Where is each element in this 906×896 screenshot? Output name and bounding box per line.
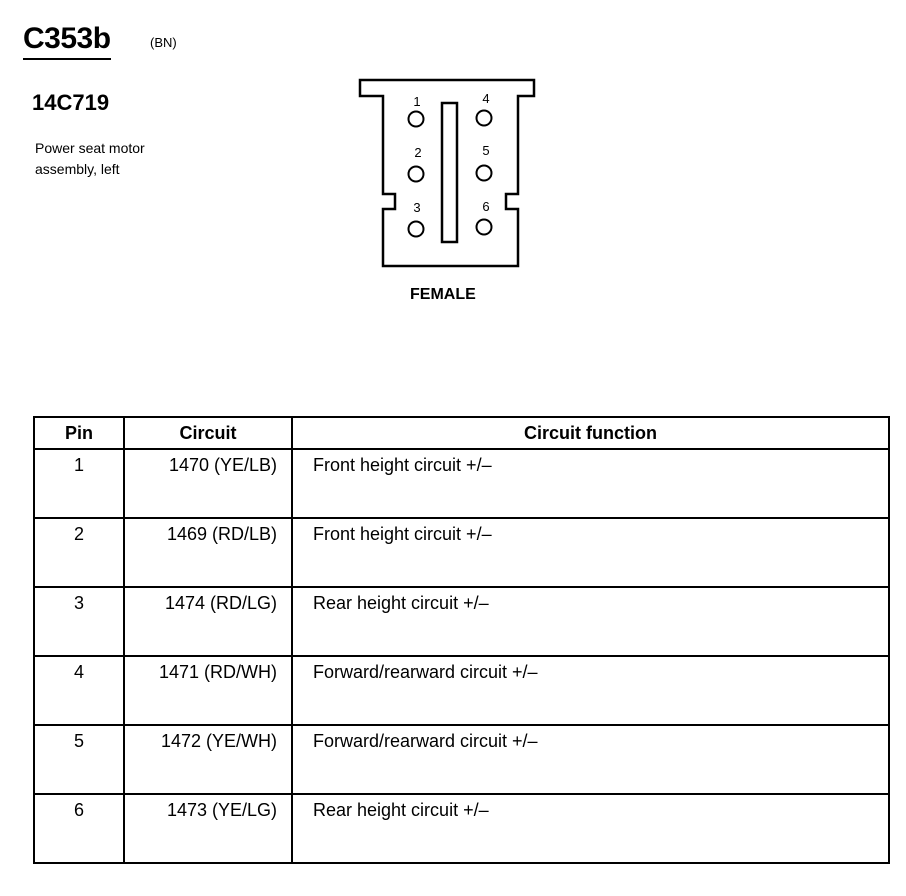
table-row [34,518,889,587]
circuit-cell: 1473 (YE/LG) [124,794,292,863]
pin-cell: 6 [34,794,124,863]
pin-cavity-4 [477,111,492,126]
connector-description [35,138,205,180]
header-circuit: Circuit [124,417,292,449]
pin-label-6: 6 [482,199,490,214]
pin-cell: 1 [34,449,124,518]
pin-cell: 5 [34,725,124,794]
pin-cavity-5 [477,166,492,181]
header-pin: Pin [34,417,124,449]
circuit-cell: 1474 (RD/LG) [124,587,292,656]
table-row [34,794,889,863]
pin-cavity-2 [409,167,424,182]
pin-label-3: 3 [413,200,421,215]
connector-id: C353b [23,22,111,60]
function-cell: Forward/rearward circuit +/– [292,725,889,794]
connector-face-diagram [354,74,544,274]
table-row [34,656,889,725]
pin-label-1: 1 [413,94,421,109]
connector-outline [360,80,534,266]
part-number: 14C719 [32,90,110,115]
pin-label-5: 5 [482,143,490,158]
function-cell: Front height circuit +/– [292,449,889,518]
description-line-2: assembly, left [35,161,120,177]
pin-cavity-1 [409,112,424,127]
function-cell: Rear height circuit +/– [292,587,889,656]
center-key-bar [442,103,457,242]
connector-gender-label: FEMALE [410,286,476,303]
pin-label-4: 4 [482,91,490,106]
pin-cell: 2 [34,518,124,587]
pin-cell: 4 [34,656,124,725]
pin-label-2: 2 [414,145,422,160]
pin-cavity-3 [409,222,424,237]
function-cell: Forward/rearward circuit +/– [292,656,889,725]
circuit-cell: 1469 (RD/LB) [124,518,292,587]
table-row [34,449,889,518]
function-cell: Rear height circuit +/– [292,794,889,863]
pin-cavity-6 [477,220,492,235]
table-row [34,587,889,656]
table-header-row [34,417,889,449]
function-cell: Front height circuit +/– [292,518,889,587]
circuit-cell: 1470 (YE/LB) [124,449,292,518]
pin-cell: 3 [34,587,124,656]
circuit-cell: 1472 (YE/WH) [124,725,292,794]
header-circuit-function: Circuit function [292,417,889,449]
table-row [34,725,889,794]
description-line-1: Power seat motor [35,140,145,156]
circuit-cell: 1471 (RD/WH) [124,656,292,725]
connector-color: (BN) [150,35,177,50]
pinout-table [33,416,890,864]
